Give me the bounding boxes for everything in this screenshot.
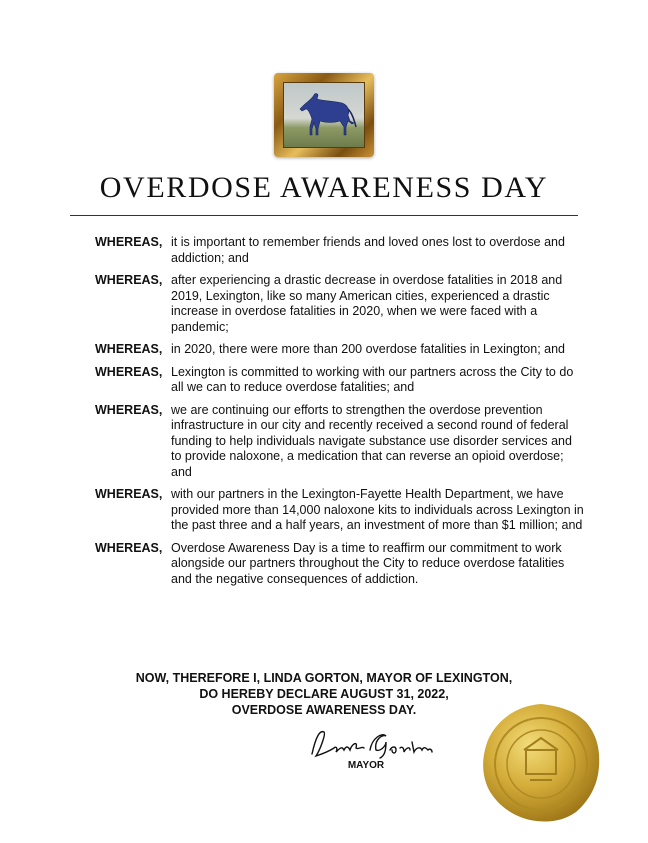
whereas-clause bbox=[95, 342, 585, 358]
whereas-clause bbox=[95, 273, 585, 335]
clause-keyword: WHEREAS, bbox=[95, 342, 163, 356]
whereas-clauses bbox=[95, 235, 585, 594]
blue-horse-icon bbox=[284, 83, 364, 147]
whereas-clause bbox=[95, 235, 585, 266]
clause-text: after experiencing a drastic decrease in overdose fatalities in 2018 and 2019, Lexington, like so many American cities, experienced a drastic increase in overdose fatalities in 2020, when we were faced with a pandemic; bbox=[171, 273, 563, 334]
clause-keyword: WHEREAS, bbox=[95, 273, 163, 287]
clause-text: in 2020, there were more than 200 overdose fatalities in Lexington; and bbox=[171, 342, 566, 356]
framed-horse-painting bbox=[274, 73, 374, 157]
clause-keyword: WHEREAS, bbox=[95, 540, 163, 555]
mayor-signature bbox=[306, 726, 436, 762]
declaration-line: OVERDOSE AWARENESS DAY. bbox=[231, 703, 417, 717]
clause-text: Overdose Awareness Day is a time to reaffirm our commitment to work alongside our partners throughout the City to reduce overdose fatalities and the negative consequences of addiction. bbox=[171, 540, 565, 586]
declaration-line: NOW, THEREFORE I, LINDA GORTON, MAYOR OF LEXINGTON, bbox=[135, 671, 513, 685]
declaration-line: DO HEREBY DECLARE AUGUST 31, 2022, bbox=[199, 687, 449, 701]
mayor-title: MAYOR bbox=[347, 760, 385, 771]
clause-text: it is important to remember friends and loved ones lost to overdose and addiction; and bbox=[171, 235, 565, 265]
whereas-clause bbox=[95, 403, 585, 481]
clause-keyword: WHEREAS, bbox=[95, 235, 163, 249]
clause-text: Lexington is committed to working with our partners across the City to do all we can to reduce overdose fatalities; and bbox=[171, 364, 574, 394]
clause-keyword: WHEREAS, bbox=[95, 487, 163, 501]
clause-keyword: WHEREAS, bbox=[95, 364, 163, 379]
title-divider bbox=[70, 215, 578, 216]
whereas-clause bbox=[95, 365, 585, 396]
whereas-clause bbox=[95, 487, 585, 534]
clause-keyword: WHEREAS, bbox=[95, 402, 163, 417]
whereas-clause bbox=[95, 541, 585, 588]
clause-text: we are continuing our efforts to strengthen the overdose prevention infrastructure in our city and recently received a second round of federal funding to help individuals navigate substance use disorder services and to provide naloxone, a medication that can reverse an opioid overdose; and bbox=[171, 402, 572, 479]
page-title: OVERDOSE AWARENESS DAY bbox=[99, 171, 549, 204]
gold-city-seal-icon bbox=[478, 700, 604, 826]
clause-text: with our partners in the Lexington-Fayette Health Department, we have provided more than 14,000 naloxone kits to individuals across Lexington in the past three and a half years, an investment of more than $1 million; and bbox=[171, 487, 584, 532]
